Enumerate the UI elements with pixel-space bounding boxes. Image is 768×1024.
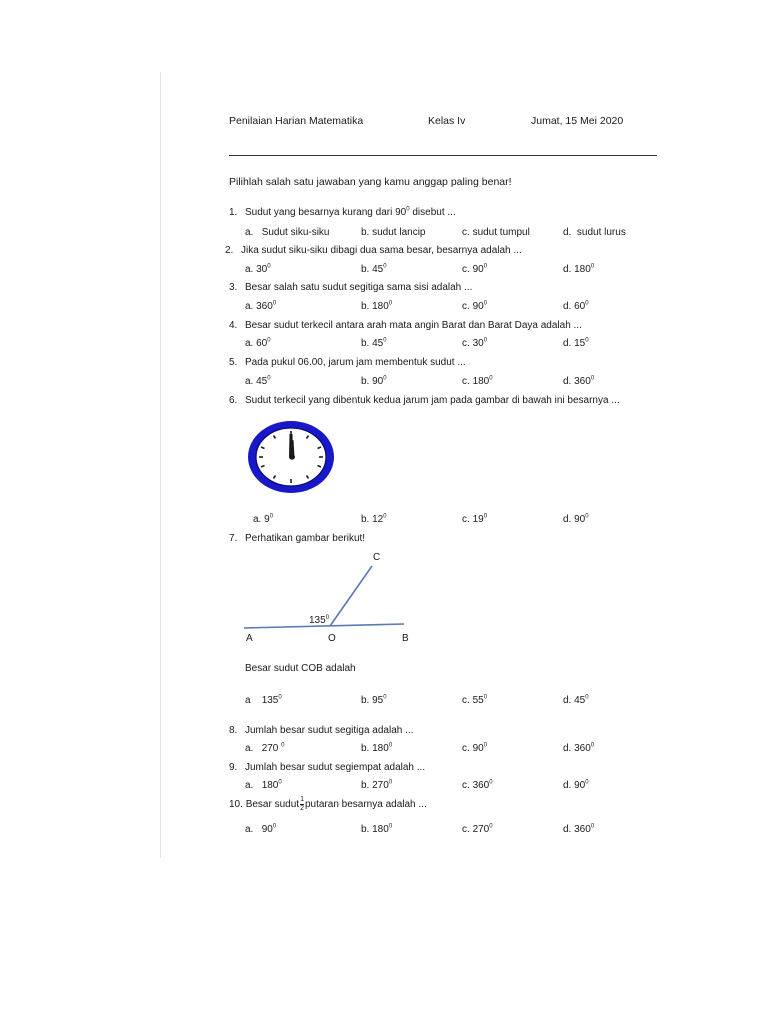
option-label: a. [245,301,254,312]
option-label: a. [253,514,262,525]
q5-option-c[interactable] [462,376,493,388]
question-number: 7. [229,533,238,544]
question-10 [229,795,427,815]
q9-option-b[interactable] [361,780,392,792]
q7-option-b[interactable] [361,695,387,707]
q3-option-b[interactable] [361,301,392,313]
q7-option-c[interactable] [462,695,487,707]
option-label: a [245,695,251,706]
degree-sign: 0 [483,263,488,270]
q8-option-a[interactable] [245,743,285,755]
question-text: Besar sudut [245,799,300,810]
q6-option-d[interactable] [563,514,589,526]
question-text: Sudut yang besarnya kurang dari 90 [245,207,407,218]
q9-option-a[interactable] [245,780,282,792]
degree-sign: 0 [267,263,271,270]
q3-option-d[interactable] [563,301,589,313]
q6-option-a[interactable] [253,514,273,526]
option-text: 60 [256,338,268,349]
option-label: a. [245,227,254,238]
option-text: 90 [372,376,384,387]
degree-sign: 0 [585,337,589,344]
question-text: Jika sudut siku-siku dibagi dua sama besar, besarnya adalah ... [241,245,522,256]
option-text: 270 [372,780,389,791]
option-label: b. [361,301,370,312]
degree-sign: 0 [585,300,589,307]
q10-option-d[interactable] [563,824,594,836]
q10-option-a[interactable] [245,824,276,836]
option-text: 360 [256,301,273,312]
question-6 [229,395,620,407]
option-text: 180 [261,780,279,791]
q1-option-a[interactable] [245,227,330,239]
q8-option-b[interactable] [361,743,392,755]
option-text: 45 [372,264,384,275]
option-text: 180 [472,376,490,387]
option-label: b. [361,338,370,349]
question-text: Jumlah besar sudut segitiga adalah ... [245,725,414,736]
option-text: 12 [372,514,384,525]
q4-option-d[interactable] [563,338,589,350]
option-text: 45 [574,695,586,706]
option-label: c. [462,824,470,835]
degree-sign: 0 [590,263,595,270]
degree-sign: 0 [388,742,393,749]
degree-sign: 0 [483,513,488,520]
q7-option-a[interactable] [245,695,282,707]
degree-sign: 0 [590,742,595,749]
option-label: d. [563,780,572,791]
option-label: d. [563,743,572,754]
q2-option-a[interactable] [245,264,271,276]
q7-subquestion: Besar sudut COB adalah [245,663,356,674]
q3-option-c[interactable] [462,301,487,313]
degree-sign: 0 [483,300,488,307]
degree-sign: 0 [269,513,274,520]
option-text: 19 [472,514,484,525]
angle-label: $135^0$ [309,615,330,626]
degree-sign: 0 [383,263,387,270]
page-margin-line [160,72,161,858]
ray-oc [330,566,372,626]
degree-sign: 0 [383,375,387,382]
option-text: 45 [372,338,384,349]
q8-option-d[interactable] [563,743,594,755]
question-4 [229,320,582,332]
option-label: c. [462,301,470,312]
question-text: Besar sudut terkecil antara arah mata angin Barat dan Barat Daya adalah ... [245,320,582,331]
question-number: 6. [229,395,238,406]
option-text: sudut lurus [576,227,626,238]
q4-option-a[interactable] [245,338,271,350]
point-b-label: B [402,633,409,644]
degree-sign: 0 [383,337,387,344]
degree-sign: 0 [267,375,271,382]
q2-option-c[interactable] [462,264,487,276]
option-text: Sudut siku-siku [261,227,330,238]
option-text: 30 [256,264,268,275]
question-2 [225,245,522,257]
degree-sign: 0 [272,300,277,307]
clock-figure [245,418,337,496]
option-label: d. [563,338,572,349]
q9-option-d[interactable] [563,780,589,792]
q7-option-d[interactable] [563,695,589,707]
question-number: 4. [229,320,238,331]
option-label: b. [361,743,370,754]
question-number: 1. [229,207,238,218]
degree-sign: 0 [278,779,282,786]
q3-option-a[interactable] [245,301,276,313]
option-label: c. [462,695,470,706]
q9-option-c[interactable] [462,780,493,792]
header-divider [229,155,657,156]
option-label: a. [245,743,254,754]
option-label: a. [245,780,254,791]
degree-sign: 0 [406,206,410,213]
q5-option-b[interactable] [361,376,387,388]
header-date: Jumat, 15 Mei 2020 [531,115,624,127]
option-text: 45 [256,376,268,387]
option-text: sudut lancip [372,227,426,238]
degree-sign: 0 [590,823,595,830]
option-label: d. [563,514,572,525]
question-3 [229,282,472,294]
degree-sign: 0 [585,694,589,701]
degree-sign: 0 [483,694,488,701]
option-text: 90 [472,264,484,275]
option-text: 180 [372,301,389,312]
option-text: 360 [574,376,591,387]
question-1 [229,207,456,219]
degree-sign: 0 [585,513,589,520]
option-text: 360 [574,743,591,754]
option-label: d. [563,376,572,387]
degree-sign: 0 [267,337,271,344]
option-text: 90 [574,780,586,791]
q10-option-b[interactable] [361,824,392,836]
option-label: c. [462,227,470,238]
q2-option-d[interactable] [563,264,594,276]
option-label: c. [462,743,470,754]
question-5 [229,357,466,369]
option-text: 270 [261,743,279,754]
option-text: 90 [472,743,484,754]
question-number: 3. [229,282,238,293]
option-label: c. [462,264,470,275]
option-label: c. [462,376,470,387]
question-number: 8. [229,725,238,736]
question-text: Pada pukul 06.00, jarum jam membentuk sudut ... [245,357,466,368]
q8-option-c[interactable] [462,743,487,755]
degree-sign: 0 [281,742,285,749]
option-label: b. [361,780,370,791]
option-text: 95 [372,695,384,706]
option-label: a. [245,264,254,275]
point-a-label: A [246,633,253,644]
fraction-numerator: 1 [300,795,304,803]
option-label: a. [245,824,254,835]
option-text: 55 [472,695,484,706]
q1-option-c[interactable] [462,227,530,239]
q1-option-b[interactable] [361,227,426,239]
question-number: 9. [229,762,238,773]
question-text-end: putaran besarnya adalah ... [304,799,427,810]
degree-sign: 0 [489,375,493,382]
option-text: 90 [261,824,273,835]
option-text: 30 [472,338,484,349]
option-text: 135 [261,695,279,706]
degree-sign: 0 [388,300,393,307]
q5-option-a[interactable] [245,376,271,388]
question-8 [229,725,413,737]
q4-option-b[interactable] [361,338,387,350]
option-text: 60 [574,301,586,312]
degree-sign: 0 [388,823,393,830]
question-number: 10. [229,799,243,810]
question-text: Perhatikan gambar berikut! [245,533,366,544]
q10-option-c[interactable] [462,824,493,836]
clock-center [289,454,295,459]
q2-option-b[interactable] [361,264,387,276]
header-title: Penilaian Harian Matematika [229,115,364,127]
option-label: d. [563,695,572,706]
option-text: 180 [372,743,389,754]
q1-option-d[interactable] [563,227,626,239]
header-class: Kelas Iv [428,115,466,127]
question-text-end: disebut ... [412,207,456,218]
q5-option-d[interactable] [563,376,594,388]
option-label: d. [563,227,572,238]
degree-sign: 0 [483,337,488,344]
degree-sign: 0 [383,513,387,520]
option-label: c. [462,514,470,525]
q6-option-b[interactable] [361,514,387,526]
option-text: 9 [264,514,270,525]
option-label: c. [462,338,470,349]
option-text: 270 [472,824,490,835]
option-text: 180 [574,264,591,275]
option-label: b. [361,514,370,525]
degree-sign: 0 [489,823,493,830]
option-label: d. [563,824,572,835]
question-text: Jumlah besar sudut segiempat adalah ... [245,762,426,773]
q6-option-c[interactable] [462,514,487,526]
degree-sign: 0 [278,694,282,701]
option-text: 90 [472,301,484,312]
option-label: b. [361,824,370,835]
question-number: 5. [229,357,238,368]
fraction-one-half [300,796,304,813]
option-label: b. [361,264,370,275]
degree-sign: 0 [489,779,493,786]
option-label: b. [361,695,370,706]
option-label: d. [563,301,572,312]
angle-figure [240,546,430,646]
point-o-label: O [328,633,336,644]
degree-sign: 0 [383,694,387,701]
option-label: c. [462,780,470,791]
option-label: b. [361,227,370,238]
question-number: 2. [225,245,234,256]
question-text: Besar salah satu sudut segitiga sama sisi adalah ... [245,282,473,293]
instruction: Pilihlah salah satu jawaban yang kamu anggap paling benar! [229,176,512,188]
option-text: 360 [472,780,490,791]
degree-sign: 0 [388,779,393,786]
q4-option-c[interactable] [462,338,487,350]
option-label: a. [245,338,254,349]
question-7 [229,533,365,545]
option-text: sudut tumpul [472,227,530,238]
option-text: 15 [574,338,586,349]
degree-sign: 0 [272,823,277,830]
option-label: d. [563,264,572,275]
option-text: 180 [372,824,389,835]
degree-sign: 0 [590,375,595,382]
option-text: 90 [574,514,586,525]
degree-sign: 0 [585,779,589,786]
point-c-label: C [373,552,381,563]
degree-sign: 0 [483,742,488,749]
option-label: b. [361,376,370,387]
fraction-denominator: 2 [300,804,304,812]
question-9 [229,762,425,774]
option-text: 360 [574,824,591,835]
option-label: a. [245,376,254,387]
question-text: Sudut terkecil yang dibentuk kedua jarum jam pada gambar di bawah ini besarnya ... [245,395,620,406]
